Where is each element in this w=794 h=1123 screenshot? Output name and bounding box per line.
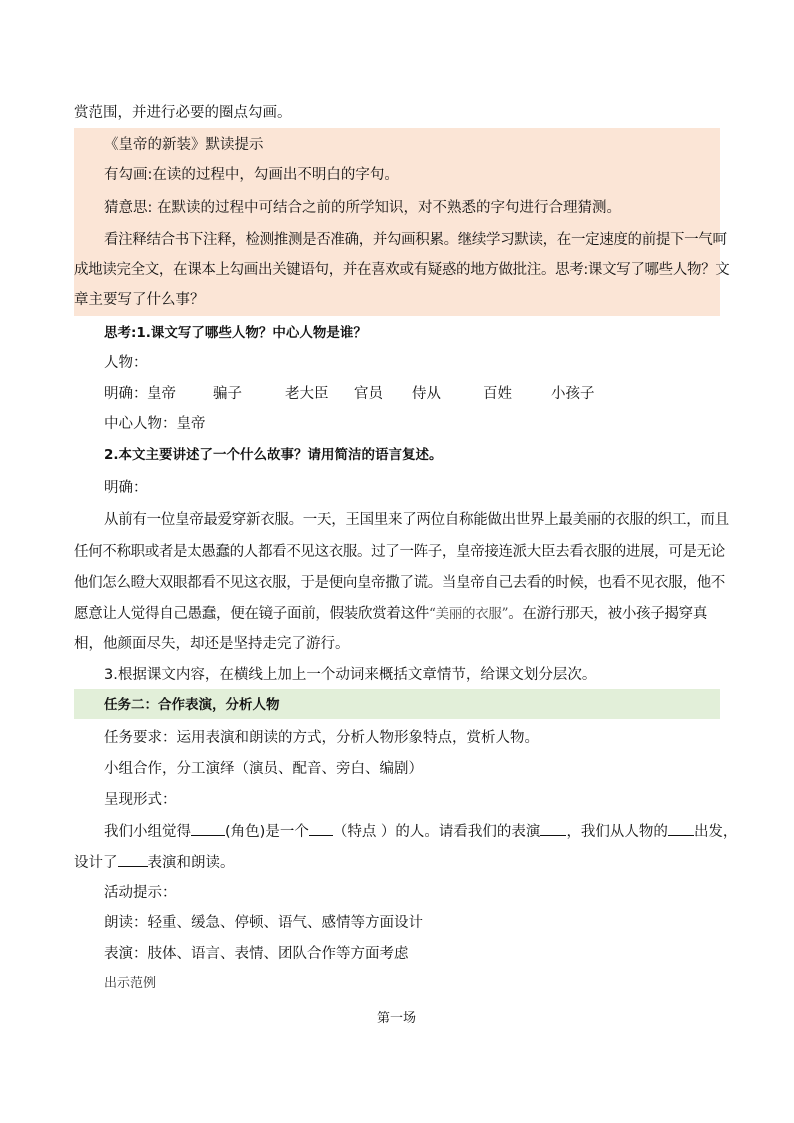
question-1: 思考:1.课文写了哪些人物？中心人物是谁？ (104, 325, 367, 341)
blank-line (668, 821, 694, 836)
text-line: 成地读完全文，在课本上勾画出关键语句，并在喜欢或有疑惑的地方做批注。思考:课文写了哪些人物？文 (74, 262, 730, 278)
story-paragraph-line: 他们怎么瞪大双眼都看不见这衣服，于是便向皇帝撒了谎。当皇帝自己去看的时候，也看不见衣服，他不 (74, 575, 725, 591)
text-segment: 愿意让人觉得自己愚蠢，便在镜子面前，假装欣赏着这件 (74, 606, 429, 622)
text-line: 小组合作，分工演绎（演员、配音、旁白、编剧） (104, 761, 423, 777)
text-segment: 出发， (693, 824, 738, 840)
text-line: 表演：肢体、语言、表情、团队合作等方面考虑 (104, 946, 409, 962)
text-line: 呈现形式： (104, 792, 177, 808)
text-segment: 表演和朗读。 (147, 855, 235, 871)
scene-heading: 第一场 (377, 1011, 417, 1026)
text-line: 中心人物：皇帝 (104, 416, 206, 432)
text-line: 有勾画:在读的过程中，勾画出不明白的字句。 (104, 167, 399, 183)
story-paragraph-line (74, 604, 707, 624)
text-segment: ，我们从人物的 (566, 824, 668, 840)
character-name: 小孩子 (551, 386, 595, 402)
text-line: 明确： (104, 480, 148, 496)
character-name: 皇帝 (147, 386, 176, 402)
fill-in-template-line (104, 821, 737, 842)
text-segment: （特点 ）的人。请看我们的表演 (332, 824, 541, 840)
text-segment: (角色)是一个 (225, 824, 309, 840)
text-line: 活动提示： (104, 885, 177, 901)
blank-line (191, 821, 225, 836)
answer-label: 明确： (104, 386, 148, 402)
story-paragraph-line: 从前有一位皇帝最爱穿新衣服。一天，王国里来了两位自称能做出世界上最美丽的衣服的织工，而且 (104, 512, 729, 528)
text-segment: 设计了 (74, 855, 118, 871)
question-3: 3.根据课文内容，在横线上加上一个动词来概括文章情节，给课文划分层次。 (104, 667, 597, 683)
text-line: 看注释结合书下注释，检测推测是否准确，并勾画积累。继续学习默读，在一定速度的前提下一气呵 (104, 232, 727, 248)
text-segment: 我们小组觉得 (104, 824, 191, 840)
fill-in-template-line (74, 852, 235, 873)
character-name: 官员 (354, 386, 383, 402)
quoted-phrase: “美丽的衣服” (429, 606, 509, 622)
character-name: 老大臣 (285, 386, 329, 402)
text-line: 任务要求：运用表演和朗读的方式，分析人物形象特点，赏析人物。 (104, 730, 539, 746)
text-line: 朗读：轻重、缓急、停顿、语气、感情等方面设计 (104, 915, 423, 931)
text-line: 赏范围，并进行必要的圈点勾画。 (74, 105, 292, 121)
task-two-heading: 任务二：合作表演，分析人物 (104, 697, 280, 713)
text-segment: 。在游行那天，被小孩子揭穿真 (508, 606, 708, 622)
character-name: 百姓 (483, 386, 512, 402)
character-name: 侍从 (412, 386, 441, 402)
character-list-line (104, 384, 148, 404)
blank-line (540, 821, 566, 836)
text-line: 猜意思: 在默读的过程中可结合之前的所学知识，对不熟悉的字句进行合理猜测。 (104, 200, 621, 216)
blank-line (118, 852, 148, 867)
text-line: 人物： (104, 355, 148, 371)
blank-line (309, 821, 333, 836)
reading-tips-title: 《皇帝的新装》默读提示 (104, 137, 264, 153)
story-paragraph-line: 相，他颜面尽失，却还是坚持走完了游行。 (74, 636, 350, 652)
question-2: 2.本文主要讲述了一个什么故事？请用简洁的语言复述。 (104, 447, 443, 463)
story-paragraph-line: 任何不称职或者是太愚蠢的人都看不见这衣服。过了一阵子，皇帝接连派大臣去看衣服的进展，可是无论 (74, 544, 725, 560)
reading-tips-highlight (74, 128, 720, 316)
text-line: 章主要写了什么事？ (74, 292, 205, 308)
character-name: 骗子 (213, 386, 242, 402)
example-label: 出示范例 (104, 976, 157, 991)
